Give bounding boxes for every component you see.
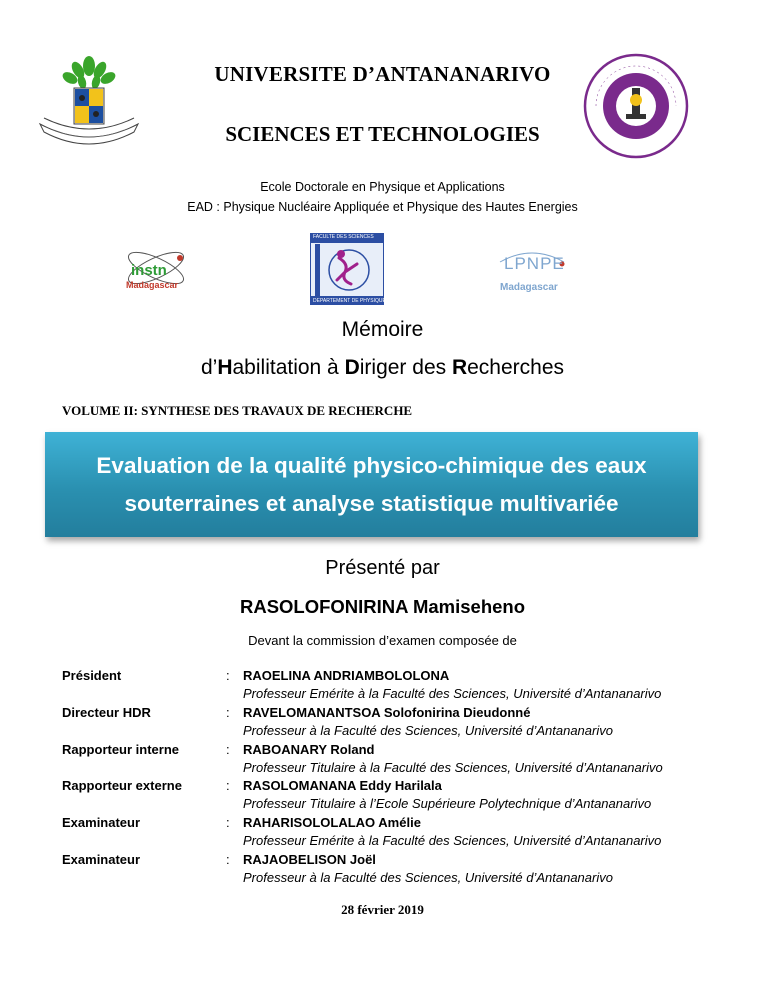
instn-madagascar-logo bbox=[118, 238, 193, 300]
hdr-initial-h: H bbox=[217, 356, 233, 379]
jury-role: Directeur HDR bbox=[62, 704, 151, 720]
jury-role: Président bbox=[62, 668, 122, 683]
jury-separator: : bbox=[226, 668, 230, 683]
thesis-title-line1: Evaluation de la qualité physico-chimique des eaux bbox=[96, 452, 647, 478]
jury-separator: : bbox=[226, 741, 230, 757]
jury-separator: : bbox=[226, 815, 230, 831]
jury-separator: : bbox=[226, 778, 230, 794]
jury-row bbox=[62, 850, 722, 887]
jury-role: Rapporteur interne bbox=[62, 741, 180, 757]
jury-row bbox=[62, 740, 722, 777]
jury-separator: : bbox=[226, 704, 230, 720]
lpnpe-madagascar-logo bbox=[496, 246, 568, 298]
lpnpe-sublabel: Madagascar bbox=[500, 282, 558, 293]
doctoral-school: Ecole Doctorale en Physique et Applications bbox=[260, 180, 505, 194]
jury-row bbox=[62, 666, 722, 703]
jury-name: RASOLOMANANA Eddy Harilala bbox=[243, 778, 442, 794]
memoire-title: Mémoire bbox=[341, 318, 424, 341]
jury-title: Professeur Emérite à la Faculté des Sciences, Université d’Antananarivo bbox=[243, 833, 662, 849]
thesis-title-line2: souterraines et analyse statistique multivariée bbox=[124, 490, 619, 516]
committee-intro: Devant la commission d’examen composée de bbox=[248, 633, 517, 648]
jury-separator: : bbox=[226, 851, 230, 867]
faculty-name: SCIENCES ET TECHNOLOGIES bbox=[225, 122, 540, 146]
jury-title: Professeur Emérite à la Faculté des Sciences, Université d’Antananarivo bbox=[243, 686, 662, 701]
jury-role: Examinateur bbox=[62, 815, 141, 831]
hdr-part: iriger des bbox=[359, 356, 452, 379]
jury-row bbox=[62, 813, 722, 850]
jury-name: RABOANARY Roland bbox=[243, 741, 375, 757]
physics-department-logo bbox=[310, 233, 384, 305]
jury-title: Professeur à la Faculté des Sciences, Université d’Antananarivo bbox=[243, 722, 613, 738]
defense-date: 28 février 2019 bbox=[341, 902, 424, 917]
hdr-part: echerches bbox=[467, 356, 565, 379]
presented-by: Présenté par bbox=[325, 557, 440, 579]
thesis-title-banner bbox=[45, 432, 698, 537]
hdr-initial-d: D bbox=[344, 356, 360, 379]
physics-dept-top-text: FACULTE DES SCIENCES bbox=[313, 234, 374, 240]
hdr-initial-r: R bbox=[451, 356, 468, 379]
jury-list bbox=[62, 666, 722, 887]
habilitation-title bbox=[0, 356, 765, 380]
hdr-part: d’ bbox=[200, 356, 218, 379]
ead-program: EAD : Physique Nucléaire Appliquée et Physique des Hautes Energies bbox=[187, 200, 578, 214]
hdr-part: abilitation à bbox=[232, 356, 345, 379]
jury-title: Professeur Titulaire à la Faculté des Sciences, Université d’Antananarivo bbox=[243, 759, 663, 775]
jury-role: Examinateur bbox=[62, 851, 141, 867]
jury-name: RAVELOMANANTSOA Solofonirina Dieudonné bbox=[243, 704, 531, 720]
university-name: UNIVERSITE D’ANTANANARIVO bbox=[214, 62, 551, 86]
jury-title: Professeur Titulaire à l’Ecole Supérieure Polytechnique d’Antananarivo bbox=[243, 796, 652, 812]
lpnpe-label: LPNPE bbox=[504, 254, 565, 273]
jury-name: RAOELINA ANDRIAMBOLOLONA bbox=[243, 668, 450, 683]
jury-row bbox=[62, 776, 722, 813]
author-name: RASOLOFONIRINA Mamiseheno bbox=[239, 596, 526, 617]
instn-sublabel: Madagascar bbox=[126, 280, 179, 290]
physics-dept-bottom-text: DEPARTEMENT DE PHYSIQUE bbox=[313, 298, 386, 304]
instn-label: instn bbox=[131, 262, 167, 279]
jury-row bbox=[62, 703, 722, 740]
jury-name: RAJAOBELISON Joël bbox=[243, 851, 376, 867]
jury-name: RAHARISOLOLALAO Amélie bbox=[243, 815, 421, 831]
jury-title: Professeur à la Faculté des Sciences, Université d’Antananarivo bbox=[243, 869, 613, 885]
jury-role: Rapporteur externe bbox=[62, 778, 182, 794]
volume-heading: VOLUME II: SYNTHESE DES TRAVAUX DE RECHERCHE bbox=[62, 403, 413, 418]
